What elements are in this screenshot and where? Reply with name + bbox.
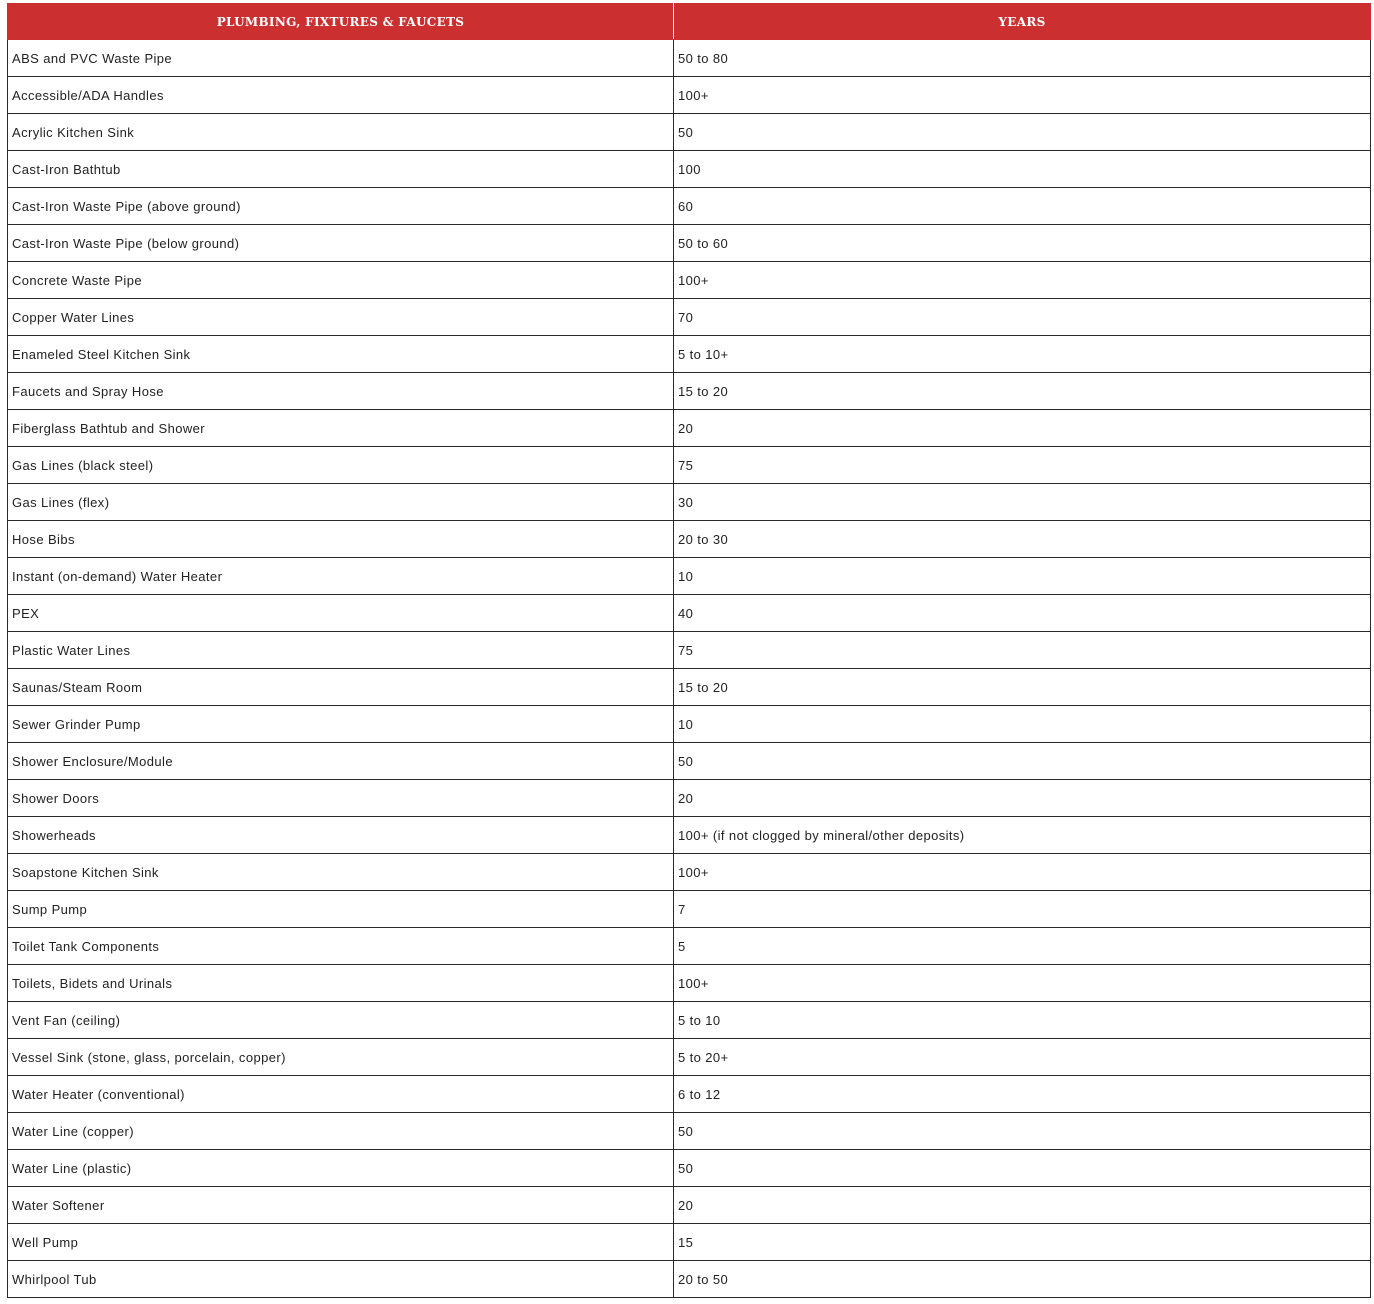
years-cell: 100+ (if not clogged by mineral/other deposits): [674, 817, 1371, 854]
table-row: [8, 77, 1371, 114]
years-cell: 20: [674, 780, 1371, 817]
lifespan-table-container: [7, 3, 1370, 1298]
header-item: PLUMBING, FIXTURES & FAUCETS: [8, 4, 674, 40]
table-row: [8, 484, 1371, 521]
item-cell: Vessel Sink (stone, glass, porcelain, copper): [8, 1039, 674, 1076]
table-row: [8, 965, 1371, 1002]
item-cell: Cast-Iron Waste Pipe (below ground): [8, 225, 674, 262]
item-cell: Shower Enclosure/Module: [8, 743, 674, 780]
years-cell: 50: [674, 1113, 1371, 1150]
years-cell: 7: [674, 891, 1371, 928]
years-cell: 20 to 50: [674, 1261, 1371, 1298]
item-cell: Water Heater (conventional): [8, 1076, 674, 1113]
years-cell: 20: [674, 410, 1371, 447]
years-cell: 50: [674, 743, 1371, 780]
item-cell: Concrete Waste Pipe: [8, 262, 674, 299]
item-cell: Gas Lines (flex): [8, 484, 674, 521]
years-cell: 15: [674, 1224, 1371, 1261]
item-cell: Saunas/Steam Room: [8, 669, 674, 706]
lifespan-table: [7, 3, 1371, 1298]
years-cell: 10: [674, 558, 1371, 595]
table-row: [8, 632, 1371, 669]
years-cell: 15 to 20: [674, 669, 1371, 706]
years-cell: 40: [674, 595, 1371, 632]
item-cell: Well Pump: [8, 1224, 674, 1261]
table-row: [8, 1002, 1371, 1039]
item-cell: Cast-Iron Waste Pipe (above ground): [8, 188, 674, 225]
item-cell: Water Softener: [8, 1187, 674, 1224]
table-row: [8, 558, 1371, 595]
table-row: [8, 1187, 1371, 1224]
table-row: [8, 743, 1371, 780]
table-body: [8, 40, 1371, 1298]
table-row: [8, 299, 1371, 336]
years-cell: 15 to 20: [674, 373, 1371, 410]
table-row: [8, 410, 1371, 447]
item-cell: Copper Water Lines: [8, 299, 674, 336]
table-row: [8, 928, 1371, 965]
years-cell: 20 to 30: [674, 521, 1371, 558]
item-cell: Enameled Steel Kitchen Sink: [8, 336, 674, 373]
years-cell: 75: [674, 632, 1371, 669]
years-cell: 10: [674, 706, 1371, 743]
years-cell: 75: [674, 447, 1371, 484]
item-cell: Water Line (plastic): [8, 1150, 674, 1187]
header-years: YEARS: [674, 4, 1371, 40]
item-cell: Whirlpool Tub: [8, 1261, 674, 1298]
table-row: [8, 854, 1371, 891]
years-cell: 5 to 20+: [674, 1039, 1371, 1076]
item-cell: Plastic Water Lines: [8, 632, 674, 669]
item-cell: Toilet Tank Components: [8, 928, 674, 965]
table-row: [8, 447, 1371, 484]
table-row: [8, 817, 1371, 854]
header-row: [8, 4, 1371, 40]
table-row: [8, 40, 1371, 77]
table-row: [8, 373, 1371, 410]
years-cell: 50: [674, 114, 1371, 151]
item-cell: ABS and PVC Waste Pipe: [8, 40, 674, 77]
table-row: [8, 225, 1371, 262]
years-cell: 5 to 10+: [674, 336, 1371, 373]
item-cell: PEX: [8, 595, 674, 632]
item-cell: Gas Lines (black steel): [8, 447, 674, 484]
table-row: [8, 891, 1371, 928]
item-cell: Sewer Grinder Pump: [8, 706, 674, 743]
years-cell: 100: [674, 151, 1371, 188]
item-cell: Instant (on-demand) Water Heater: [8, 558, 674, 595]
table-row: [8, 1039, 1371, 1076]
years-cell: 100+: [674, 262, 1371, 299]
table-row: [8, 521, 1371, 558]
item-cell: Acrylic Kitchen Sink: [8, 114, 674, 151]
table-row: [8, 114, 1371, 151]
table-row: [8, 669, 1371, 706]
table-header: [8, 4, 1371, 40]
item-cell: Accessible/ADA Handles: [8, 77, 674, 114]
table-row: [8, 262, 1371, 299]
item-cell: Water Line (copper): [8, 1113, 674, 1150]
table-row: [8, 1113, 1371, 1150]
item-cell: Fiberglass Bathtub and Shower: [8, 410, 674, 447]
item-cell: Sump Pump: [8, 891, 674, 928]
table-row: [8, 1076, 1371, 1113]
table-row: [8, 706, 1371, 743]
years-cell: 20: [674, 1187, 1371, 1224]
table-row: [8, 1150, 1371, 1187]
years-cell: 70: [674, 299, 1371, 336]
years-cell: 5 to 10: [674, 1002, 1371, 1039]
years-cell: 5: [674, 928, 1371, 965]
item-cell: Soapstone Kitchen Sink: [8, 854, 674, 891]
table-row: [8, 595, 1371, 632]
years-cell: 100+: [674, 854, 1371, 891]
item-cell: Toilets, Bidets and Urinals: [8, 965, 674, 1002]
item-cell: Showerheads: [8, 817, 674, 854]
table-row: [8, 151, 1371, 188]
table-row: [8, 1224, 1371, 1261]
item-cell: Vent Fan (ceiling): [8, 1002, 674, 1039]
item-cell: Cast-Iron Bathtub: [8, 151, 674, 188]
item-cell: Faucets and Spray Hose: [8, 373, 674, 410]
table-row: [8, 780, 1371, 817]
table-row: [8, 188, 1371, 225]
years-cell: 100+: [674, 965, 1371, 1002]
years-cell: 6 to 12: [674, 1076, 1371, 1113]
years-cell: 100+: [674, 77, 1371, 114]
table-row: [8, 1261, 1371, 1298]
years-cell: 60: [674, 188, 1371, 225]
item-cell: Shower Doors: [8, 780, 674, 817]
years-cell: 50 to 80: [674, 40, 1371, 77]
item-cell: Hose Bibs: [8, 521, 674, 558]
years-cell: 50 to 60: [674, 225, 1371, 262]
years-cell: 50: [674, 1150, 1371, 1187]
table-row: [8, 336, 1371, 373]
years-cell: 30: [674, 484, 1371, 521]
